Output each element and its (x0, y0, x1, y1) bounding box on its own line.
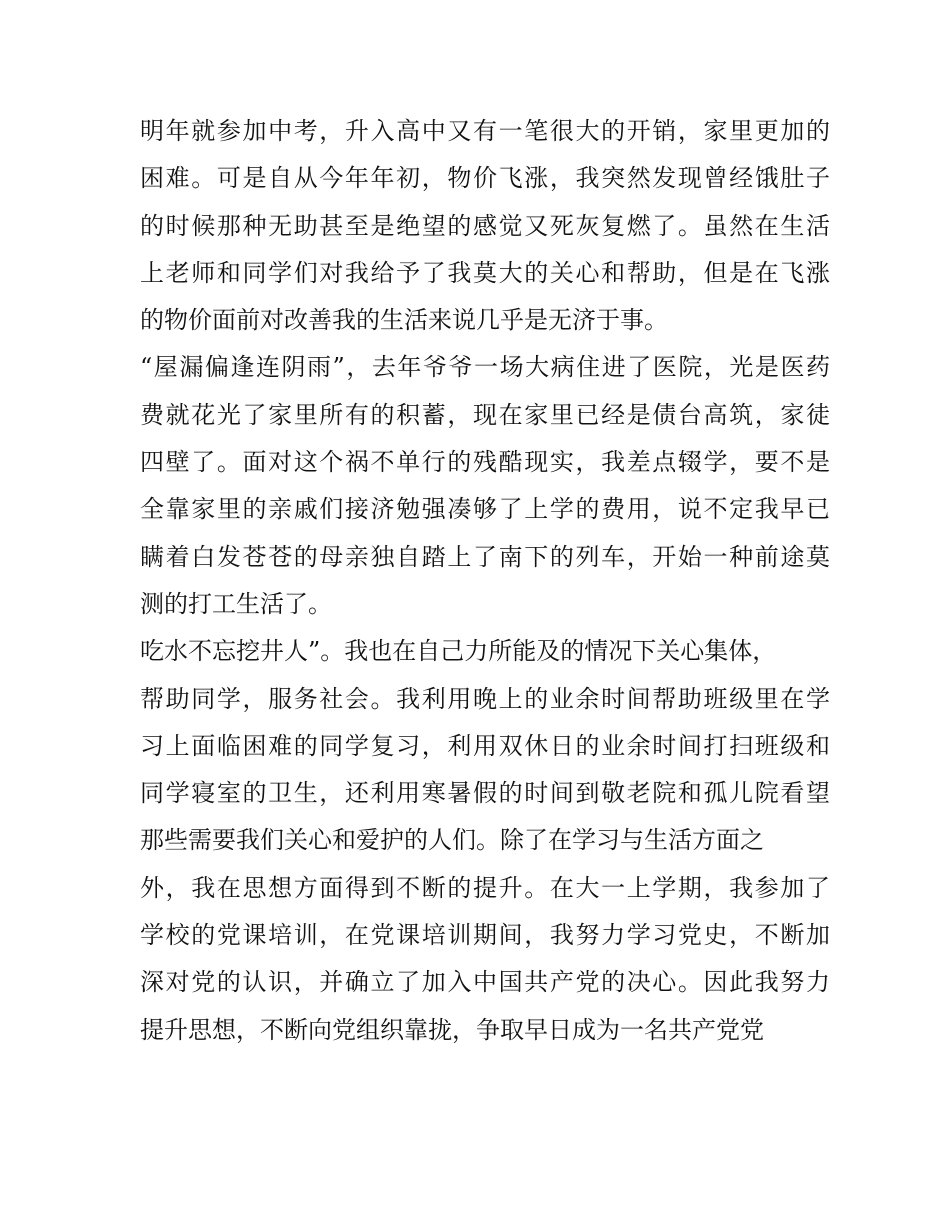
text-line: 费就花光了家里所有的积蓄，现在家里已经是债台高筑，家徒 (140, 400, 830, 429)
text-line: 那些需要我们关心和爱护的人们。除了在学习与生活方面之 (140, 826, 764, 855)
text-line: 的时候那种无助甚至是绝望的感觉又死灰复燃了。虽然在生活 (140, 211, 830, 240)
text-line: 困难。可是自从今年年初，物价飞涨，我突然发现曾经饿肚子 (140, 164, 830, 193)
text-line: 学校的党课培训，在党课培训期间，我努力学习党史，不断加 (140, 921, 830, 950)
text-line: 外，我在思想方面得到不断的提升。在大一上学期，我参加了 (140, 873, 830, 902)
text-line: 上老师和同学们对我给予了我莫大的关心和帮助，但是在飞涨 (140, 258, 830, 287)
text-line: 测的打工生活了。 (140, 589, 332, 618)
text-line: “屋漏偏逢连阴雨”，去年爷爷一场大病住进了医院，光是医药 (140, 353, 830, 382)
text-line: 明年就参加中考，升入高中又有一笔很大的开销，家里更加的 (140, 117, 830, 145)
body-text (140, 108, 830, 1054)
text-line: 全靠家里的亲戚们接济勉强凑够了上学的费用，说不定我早已 (140, 495, 830, 524)
text-line: 帮助同学，服务社会。我利用晚上的业余时间帮助班级里在学 (140, 684, 830, 713)
text-line: 同学寝室的卫生，还利用寒暑假的时间到敬老院和孤儿院看望 (140, 779, 830, 808)
text-line: 习上面临困难的同学复习，利用双休日的业余时间打扫班级和 (140, 731, 830, 760)
text-line: 吃水不忘挖井人”。我也在自己力所能及的情况下关心集体， (140, 637, 777, 666)
text-line: 瞒着白发苍苍的母亲独自踏上了南下的列车，开始一种前途莫 (140, 542, 830, 571)
text-line: 的物价面前对改善我的生活来说几乎是无济于事。 (140, 306, 668, 335)
text-line: 深对党的认识，并确立了加入中国共产党的决心。因此我努力 (140, 968, 830, 997)
text-line: 提升思想，不断向党组织靠拢，争取早日成为一名共产党党 (140, 1015, 764, 1044)
text-line: 四壁了。面对这个祸不单行的残酷现实，我差点辍学，要不是 (140, 448, 830, 477)
